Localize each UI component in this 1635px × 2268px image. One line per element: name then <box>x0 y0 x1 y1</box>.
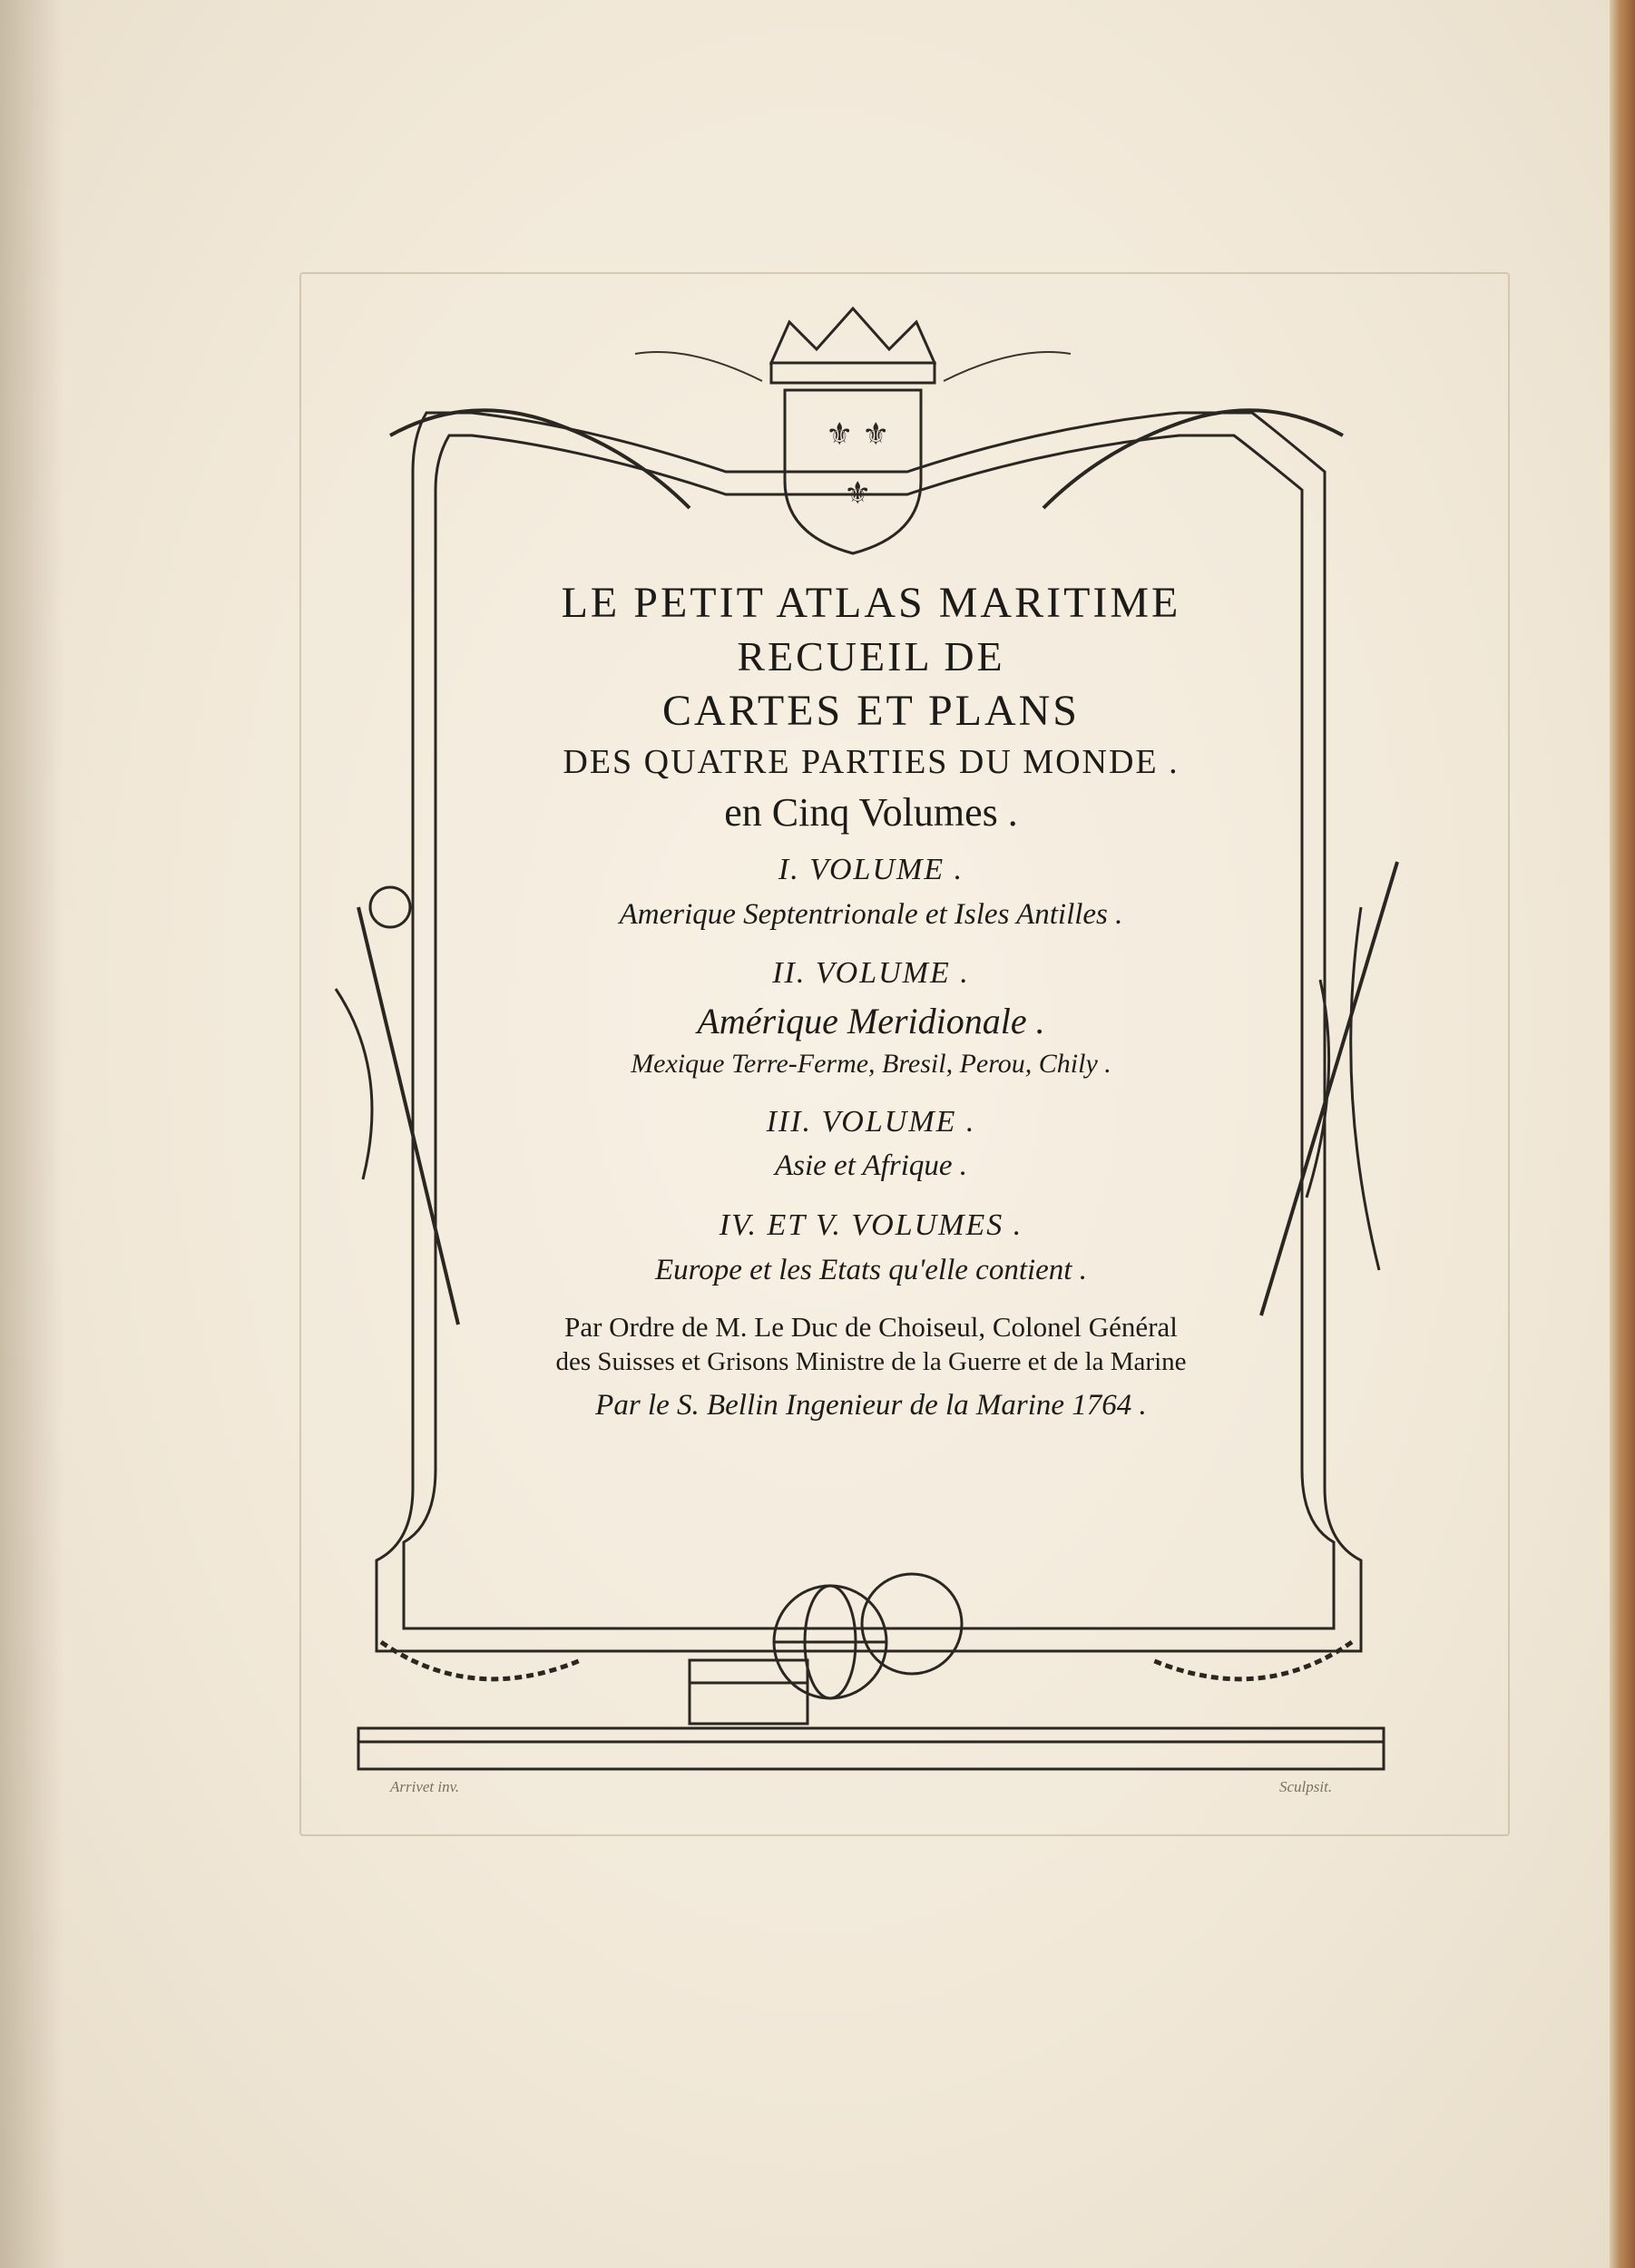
title-line-3: CARTES ET PLANS <box>662 686 1080 735</box>
engraver-credit-right: Sculpsit. <box>1279 1778 1333 1795</box>
fleur-de-lis-icon: ⚜ <box>826 416 854 453</box>
laurel-spray-left <box>635 352 762 381</box>
volume-2-detail: Mexique Terre-Ferme, Bresil, Perou, Chily . <box>631 1049 1111 1080</box>
order-line-2: des Suisses et Grisons Ministre de la Guerre et de la Marine <box>555 1346 1187 1376</box>
trophy-left-staff <box>358 907 458 1325</box>
order-line-1: Par Ordre de M. Le Duc de Choiseul, Colonel Général <box>564 1311 1178 1344</box>
volume-1-description: Amerique Septentrionale et Isles Antilles . <box>619 897 1123 931</box>
title-block <box>490 581 1252 1422</box>
title-line-4: DES QUATRE PARTIES DU MONDE . <box>563 743 1180 782</box>
trophy-right-staff <box>1261 862 1397 1315</box>
crown-icon <box>771 308 935 363</box>
engraver-credit-left: Arrivet inv. <box>390 1778 460 1795</box>
garland-right <box>1152 1642 1352 1679</box>
laurel-spray-right <box>944 352 1071 381</box>
title-line-1: LE PETIT ATLAS MARITIME <box>561 579 1181 627</box>
volume-4-5-description: Europe et les Etats qu'elle contient . <box>655 1253 1087 1286</box>
author-line: Par le S. Bellin Ingenieur de la Marine 1764 . <box>595 1389 1147 1422</box>
volume-2-heading: II. VOLUME . <box>772 956 970 991</box>
trophy-left-rosette <box>370 887 410 927</box>
fleur-de-lis-icon: ⚜ <box>844 475 872 512</box>
books-icon <box>690 1660 808 1724</box>
base-plinth <box>358 1728 1384 1769</box>
volume-3-heading: III. VOLUME . <box>766 1104 976 1139</box>
garland-left <box>381 1642 581 1679</box>
fleur-de-lis-icon: ⚜ <box>862 416 890 453</box>
title-line-5: en Cinq Volumes . <box>724 789 1018 835</box>
volume-3-description: Asie et Afrique . <box>774 1149 968 1183</box>
armillary-icon <box>862 1574 962 1674</box>
volume-1-heading: I. VOLUME . <box>778 853 964 887</box>
volume-4-5-heading: IV. ET V. VOLUMES . <box>719 1208 1023 1242</box>
volume-2-description: Amérique Meridionale . <box>697 1001 1045 1042</box>
title-line-2: RECUEIL DE <box>737 633 1005 680</box>
